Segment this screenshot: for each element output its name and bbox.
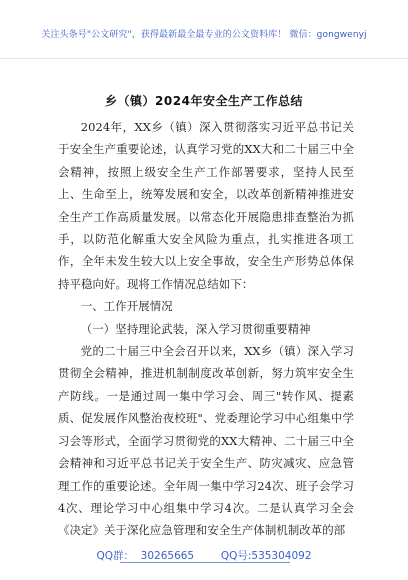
- intro-paragraph: 2024年，XX乡（镇）深入贯彻落实习近平总书记关于安全生产重要论述，认真学习党的XX大和二十届三中全会精神，按照上级安全生产工作部署要求，坚持人民至上、生命至上，统筹发展和安全，以改革创新精神推进安全生产工作高质量发展。以常态化开展隐患排查整治为抓手，以防范化解重大安全风险为重点，扎实推进各项工作，全年未发生较大以上安全事故，安全生产形势总体保持平稳向好。现将工作情况总结如下：: [58, 120, 354, 291]
- header-promo-text: 关注头条号"公文研究"，获得最新最全最专业的公文资料库！ 微信：gongwenyj: [41, 30, 367, 40]
- subsection-heading: （一）坚持理论武装，深入学习贯彻重要精神: [80, 321, 311, 336]
- footer-contact: QQ群： 30265665 QQ号:535304092: [96, 550, 312, 562]
- section-heading: 一、工作开展情况: [80, 299, 173, 314]
- footer-underline: [120, 562, 290, 563]
- header-banner: [0, 0, 408, 59]
- document-title: 乡（镇）2024年安全生产工作总结: [105, 94, 303, 108]
- body-paragraph: 党的二十届三中全会召开以来，XX乡（镇）深入学习贯彻全会精神，推进机制制度改革创新，努力筑牢安全生产防线。一是通过周一集中学习会、周三"转作风、提素质、促发展作风整治夜校班"、党委理论学习中心组集中学习会等形式，全面学习贯彻党的XX大精神、二十届三中全会精神和习近平总书记关于安全生产、防灾减灾、应急管理工作的重要论述。全年周一集中学习24次、班子会学习4次、理论学习中心组集中学习4次。二是认真学习全会《决定》关于深化应急管理和安全生产体制机制改革的部: [58, 344, 354, 538]
- document-body: [58, 116, 354, 542]
